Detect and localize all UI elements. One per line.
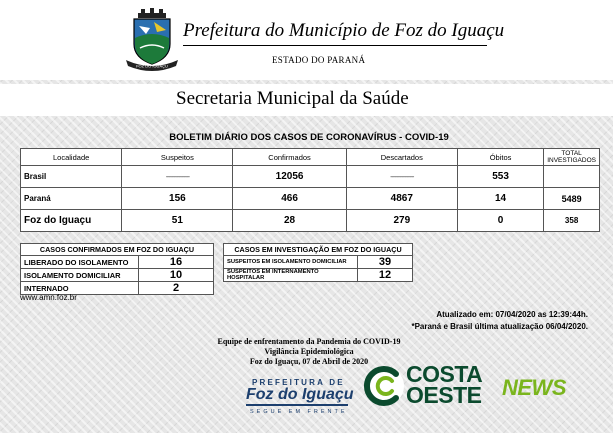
table-row	[21, 256, 214, 269]
prefeitura-title: Prefeitura do Município de Foz do Iguaçu	[183, 20, 505, 41]
row-value: 12	[358, 269, 413, 282]
header-cell: Localidade	[21, 149, 122, 166]
total-cell	[544, 166, 600, 188]
suspeitos-cell: --------------	[122, 166, 233, 188]
investigation-cases-title: CASOS EM INVESTIGAÇÃO EM FOZ DO IGUAÇU	[224, 244, 413, 256]
row-label: ISOLAMENTO DOMICILIAR	[21, 269, 139, 282]
row-label: SUSPEITOS EM ISOLAMENTO DOMICILIAR	[224, 256, 358, 269]
table-row	[224, 269, 413, 282]
table-row	[224, 256, 413, 269]
update-info	[411, 309, 588, 333]
table-row	[21, 269, 214, 282]
municipal-crest-icon	[124, 8, 180, 74]
row-value: 39	[358, 256, 413, 269]
header-cell: Confirmados	[233, 149, 346, 166]
obitos-cell: 553	[457, 166, 543, 188]
table-row	[21, 166, 600, 188]
website-link[interactable]: www.amn.foz.br	[20, 293, 77, 302]
boletim-title: BOLETIM DIÁRIO DOS CASOS DE CORONAVÍRUS - COVID-19	[169, 132, 449, 143]
logo-oeste-word: OESTE	[406, 382, 482, 408]
secretaria-title: Secretaria Municipal da Saúde	[176, 88, 409, 109]
logo-prefeitura-name: Foz do Iguaçu	[246, 386, 354, 403]
confirmados-cell: 12056	[233, 166, 346, 188]
header-cell: TOTAL INVESTIGADOS	[544, 149, 600, 166]
header-cell: Suspeitos	[122, 149, 233, 166]
footer-team: Equipe de enfrentamento da Pandemia do COVID-19	[217, 337, 401, 346]
location-cell: Paraná	[21, 188, 122, 210]
suspeitos-cell: 51	[122, 210, 233, 232]
descartados-cell: --------------	[346, 166, 457, 188]
obitos-cell: 14	[457, 188, 543, 210]
update-timestamp: Atualizado em: 07/04/2020 as 12:39:44h.	[436, 310, 588, 319]
table-row	[21, 188, 600, 210]
suspeitos-cell: 156	[122, 188, 233, 210]
costa-oeste-news-logo	[362, 362, 592, 414]
confirmados-cell: 466	[233, 188, 346, 210]
row-value: 10	[139, 269, 214, 282]
footer-date: Foz do Iguaçu, 07 de Abril de 2020	[249, 357, 369, 366]
footer-dept: Vigilância Epidemiológica	[264, 347, 354, 356]
costa-oeste-c-icon	[362, 364, 406, 408]
prefeitura-logo	[246, 378, 360, 428]
header-cell: Óbitos	[457, 149, 543, 166]
logo-divider	[246, 404, 348, 406]
table-row	[21, 210, 600, 232]
row-value: 2	[139, 282, 214, 295]
logo-prefeitura-top: PREFEITURA DE	[252, 378, 345, 387]
descartados-cell: 4867	[346, 188, 457, 210]
cases-table-header	[21, 149, 600, 166]
update-note: *Paraná e Brasil última atualização 06/04/2020.	[411, 322, 588, 331]
row-label: LIBERADO DO ISOLAMENTO	[21, 256, 139, 269]
row-label: SUSPEITOS EM INTERNAMENTO HOSPITALAR	[224, 269, 358, 282]
logo-news-word: NEWS	[502, 375, 566, 400]
descartados-cell: 279	[346, 210, 457, 232]
location-cell: Foz do Iguaçu	[21, 210, 122, 232]
row-value: 16	[139, 256, 214, 269]
confirmed-cases-title: CASOS CONFIRMADOS EM FOZ DO IGUAÇU	[21, 244, 214, 256]
header	[0, 0, 613, 80]
logo-prefeitura-tagline: SEGUE EM FRENTE	[250, 409, 348, 415]
confirmados-cell: 28	[233, 210, 346, 232]
investigation-cases-table	[223, 243, 413, 282]
location-cell: Brasil	[21, 166, 122, 188]
crest-banner-text: FOZ DO IGUAÇU	[136, 63, 168, 69]
header-cell: Descartados	[346, 149, 457, 166]
obitos-cell: 0	[457, 210, 543, 232]
logo-costa-word: COSTA	[406, 361, 483, 387]
row-label: INTERNADO	[21, 282, 139, 295]
title-divider	[183, 45, 487, 46]
confirmed-cases-table	[20, 243, 214, 295]
total-cell: 5489	[544, 188, 600, 210]
total-cell: 358	[544, 210, 600, 232]
cases-table	[20, 148, 600, 232]
state-subtitle: ESTADO DO PARANÁ	[272, 55, 366, 65]
